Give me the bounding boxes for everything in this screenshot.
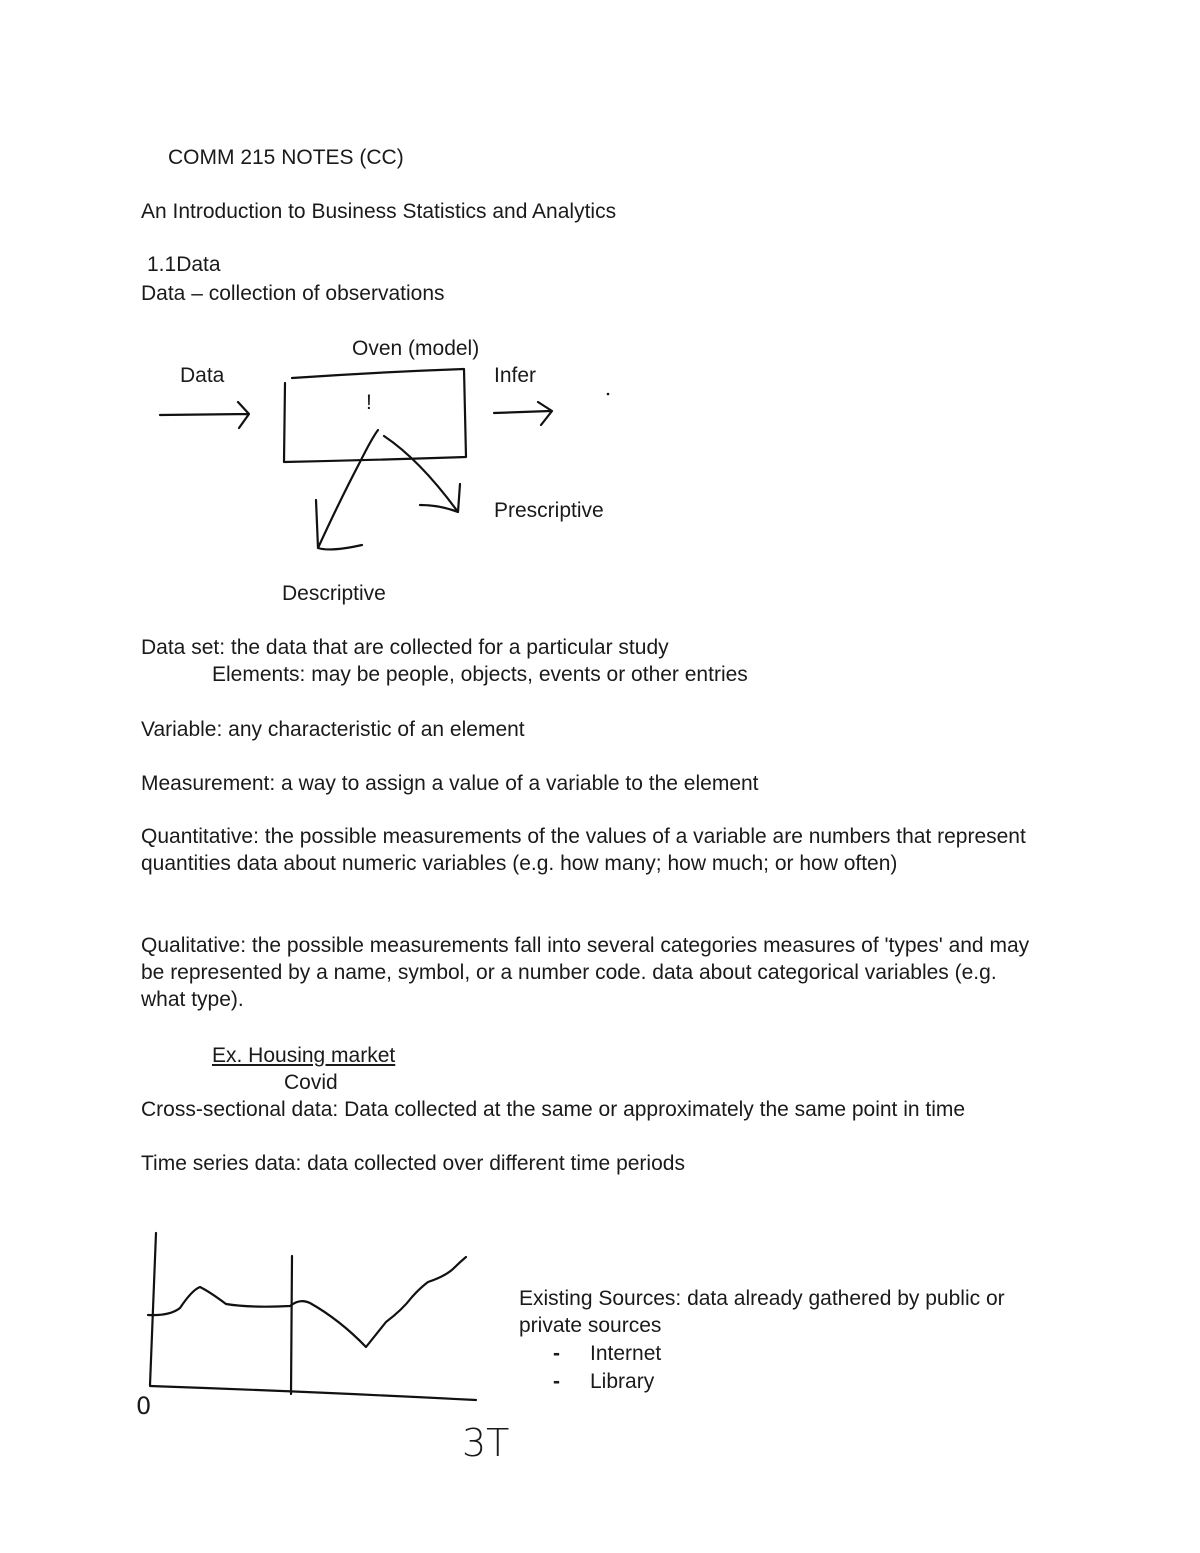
quantitative-definition: Quantitative: the possible measurements of the values of a variable are numbers that represent quantities data about numeric variables (e.g. how many; how much; or how often) <box>141 825 1026 875</box>
section-heading: 1.1Data <box>147 253 221 276</box>
qualitative-definition: Qualitative: the possible measurements fall into several categories measures of 'types' and may be represented by a name, symbol, or a number code. data about categorical variables (e.g. what type). <box>141 934 1030 1011</box>
cross-sectional-definition: Cross-sectional data: Data collected at the same or approximately the same point in time <box>141 1098 966 1121</box>
source-item-internet: Internet <box>590 1342 662 1365</box>
list-item <box>553 1340 753 1367</box>
elements-definition: Elements: may be people, objects, events or other entries <box>212 663 748 686</box>
model-box <box>284 369 466 462</box>
data-definition: Data – collection of observations <box>141 282 445 305</box>
example-heading: Ex. Housing market <box>212 1044 396 1067</box>
box-mark: ! <box>366 391 372 414</box>
bullet-dash: - <box>553 1370 560 1393</box>
data-set-definition: Data set: the data that are collected for a particular study <box>141 636 669 659</box>
example-sub: Covid <box>284 1071 338 1094</box>
course-title: COMM 215 NOTES (CC) <box>168 146 404 169</box>
list-item <box>553 1368 753 1395</box>
covid-divider <box>291 1256 292 1394</box>
stray-dot <box>607 393 610 396</box>
x-axis <box>150 1386 476 1400</box>
time-series-line <box>148 1257 466 1347</box>
prescriptive-label: Prescriptive <box>494 499 604 522</box>
measurement-definition: Measurement: a way to assign a value of a variable to the element <box>141 772 759 795</box>
origin-label: 0 <box>136 1392 152 1420</box>
descriptive-branch-arrow <box>316 430 378 549</box>
prescriptive-branch-arrow <box>384 436 460 512</box>
descriptive-label: Descriptive <box>282 582 386 605</box>
input-label: Data <box>180 364 225 387</box>
model-label: Oven (model) <box>352 337 480 360</box>
variable-definition: Variable: any characteristic of an element <box>141 718 525 741</box>
bullet-dash: - <box>553 1342 560 1365</box>
axis-end-label: 3T <box>462 1421 510 1465</box>
output-arrow <box>494 402 552 425</box>
time-series-definition: Time series data: data collected over different time periods <box>141 1152 685 1175</box>
source-item-library: Library <box>590 1370 655 1393</box>
y-axis <box>150 1233 156 1385</box>
existing-sources-text: Existing Sources: data already gathered by public or private sources <box>519 1287 1005 1337</box>
output-label: Infer <box>494 364 537 387</box>
course-subtitle: An Introduction to Business Statistics and Analytics <box>141 200 617 223</box>
input-arrow <box>160 402 249 428</box>
